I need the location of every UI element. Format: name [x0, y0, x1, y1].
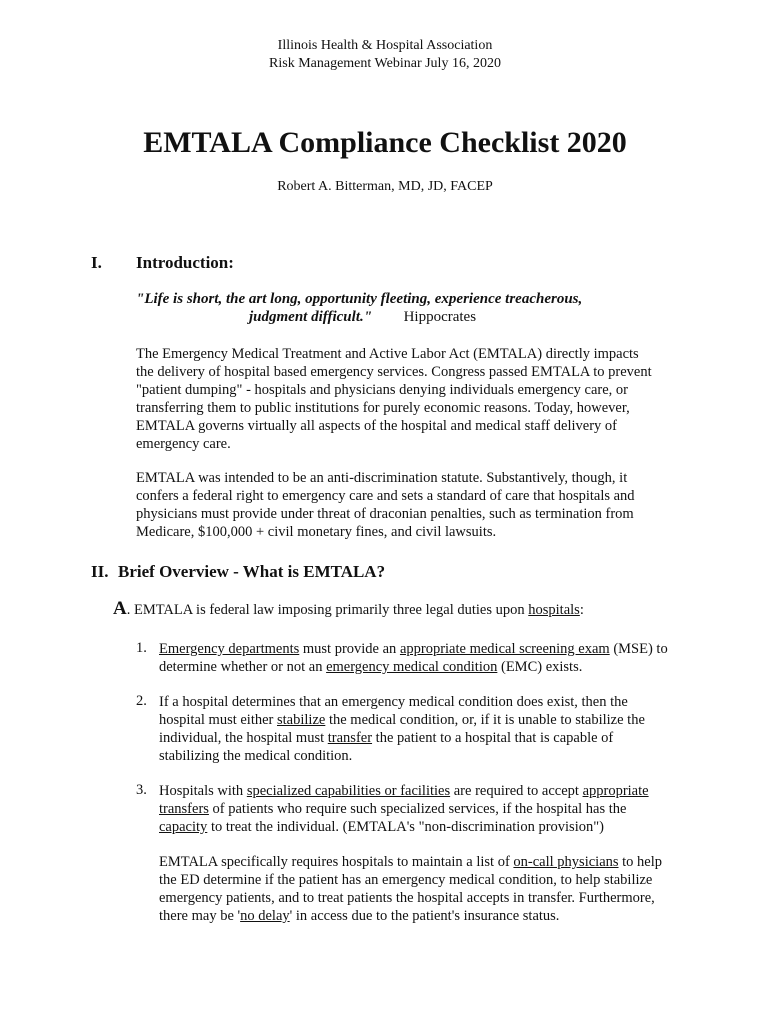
item-1-text	[159, 640, 669, 676]
header-org: Illinois Health & Hospital Association	[277, 38, 493, 53]
subsection-a-underlined: hospitals	[528, 602, 580, 618]
item-3-underline-2: appropriate transfers	[159, 783, 649, 817]
item-2-underline-2: transfer	[327, 730, 373, 746]
item-3-note-underline-1: on-call physicians	[513, 854, 619, 870]
item-1-text-3: (EMC) exists.	[497, 659, 583, 675]
intro-paragraph-1-text: The Emergency Medical Treatment and Active Labor Act (EMTALA) directly impacts the delivery of hospital based emergency services. Congress passed EMTALA to prevent "patient dumping" - hospitals and physicians denying individuals emergency care, or transferring them to public institutions for purely economic reasons. Today, however, EMTALA governs virtually all aspects of the hospital and medical staff delivery of emergency care.	[136, 346, 652, 452]
item-3-underline-1: specialized capabilities or facilities	[246, 783, 451, 799]
quote-line-1: "Life is short, the art long, opportunity fleeting, experience treacherous,	[136, 291, 583, 307]
item-3-note-text-1: EMTALA specifically requires hospitals to maintain a list of	[159, 854, 514, 870]
item-1-text-2: (MSE) to determine whether or not an	[159, 641, 668, 675]
subsection-a	[113, 598, 673, 620]
item-1-underline-1: Emergency departments	[159, 641, 300, 657]
quote-block	[136, 290, 696, 326]
item-3-text-2: are required to accept	[450, 783, 583, 799]
item-3-underline-3: capacity	[159, 819, 208, 835]
item-2-underline-1: stabilize	[277, 712, 326, 728]
item-3-text-3: of patients who require such specialized services, if the hospital has the	[208, 801, 627, 817]
section-1-number: I.	[91, 253, 102, 272]
subsection-a-text: . EMTALA is federal law imposing primarily three legal duties upon	[126, 602, 529, 618]
item-1-number: 1.	[136, 640, 147, 656]
item-3-note-underline-2: no delay	[240, 908, 290, 924]
item-3-note-text-3: ' in access due to the patient's insurance status.	[289, 908, 560, 924]
subsection-a-letter: A	[113, 598, 127, 619]
document-title: EMTALA Compliance Checklist 2020	[143, 126, 627, 159]
item-3-number: 3.	[136, 782, 147, 798]
item-3-text	[159, 782, 669, 836]
intro-paragraph-2-text: EMTALA was intended to be an anti-discrimination statute. Substantively, though, it confers a federal right to emergency care and sets a standard of care that hospitals and physicians must provide under threat of draconian penalties, such as termination from Medicare, $100,000 + civil monetary fines, and civil lawsuits.	[136, 470, 635, 540]
item-3-text-1: Hospitals with	[159, 783, 247, 799]
header-event: Risk Management Webinar July 16, 2020	[269, 56, 501, 71]
item-2-text	[159, 693, 669, 765]
section-2-number: II.	[91, 562, 109, 581]
quote-attribution: Hippocrates	[403, 309, 477, 325]
item-1-text-1: must provide an	[299, 641, 400, 657]
item-3-text-4: to treat the individual. (EMTALA's "non-discrimination provision")	[207, 819, 604, 835]
item-1-underline-2: appropriate medical screening exam	[399, 641, 610, 657]
item-2-text-3: the patient to a hospital that is capable of stabilizing the medical condition.	[159, 730, 614, 764]
document-header	[0, 37, 770, 73]
intro-paragraph-2	[136, 469, 656, 541]
intro-paragraph-1	[136, 345, 656, 453]
section-1-heading: Introduction:	[136, 253, 234, 272]
item-2-text-1: If a hospital determines that an emergency medical condition does exist, then the hospital must either	[159, 694, 628, 728]
item-3-note-text-2: to help the ED determine if the patient has an emergency medical condition, to help stabilize emergency patients, and to treat patients the hospital accepts in transfer. Furthermore, there may be '	[159, 854, 663, 924]
item-1-underline-3: emergency medical condition	[326, 659, 498, 675]
document-author: Robert A. Bitterman, MD, JD, FACEP	[277, 179, 493, 194]
item-3-note	[159, 853, 669, 925]
item-2-text-2: the medical condition, or, if it is unable to stabilize the individual, the hospital must	[159, 712, 645, 746]
section-2-heading: Brief Overview - What is EMTALA?	[118, 562, 386, 581]
quote-line-2: judgment difficult."	[249, 309, 373, 325]
subsection-a-suffix: :	[579, 602, 584, 618]
item-2-number: 2.	[136, 693, 147, 709]
